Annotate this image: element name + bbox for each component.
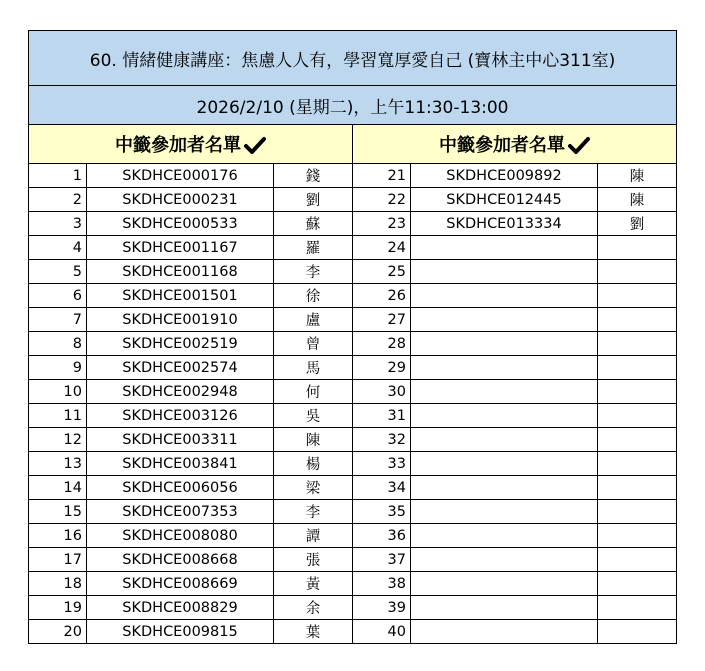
left-name-cell: 梁 <box>274 476 353 500</box>
right-number-cell: 28 <box>353 332 411 356</box>
left-number-cell: 19 <box>29 596 87 620</box>
right-number-cell: 37 <box>353 548 411 572</box>
left-number-cell: 8 <box>29 332 87 356</box>
left-name-cell: 徐 <box>274 284 353 308</box>
check-icon <box>244 136 266 154</box>
left-name-cell: 李 <box>274 500 353 524</box>
right-name-cell <box>598 236 677 260</box>
right-code-cell <box>411 620 598 644</box>
right-name-cell <box>598 572 677 596</box>
left-code-cell: SKDHCE008080 <box>87 524 274 548</box>
right-number-cell: 36 <box>353 524 411 548</box>
left-number-cell: 10 <box>29 380 87 404</box>
left-name-cell: 葉 <box>274 620 353 644</box>
right-number-cell: 26 <box>353 284 411 308</box>
left-number-cell: 5 <box>29 260 87 284</box>
table-row <box>29 404 677 428</box>
right-name-cell <box>598 404 677 428</box>
left-code-cell: SKDHCE001167 <box>87 236 274 260</box>
left-name-cell: 錢 <box>274 164 353 188</box>
left-number-cell: 1 <box>29 164 87 188</box>
right-number-cell: 39 <box>353 596 411 620</box>
right-code-cell <box>411 452 598 476</box>
left-code-cell: SKDHCE006056 <box>87 476 274 500</box>
left-name-cell: 馬 <box>274 356 353 380</box>
left-name-cell: 譚 <box>274 524 353 548</box>
left-code-cell: SKDHCE003311 <box>87 428 274 452</box>
participant-table <box>28 30 677 644</box>
left-name-cell: 盧 <box>274 308 353 332</box>
table-row <box>29 164 677 188</box>
left-code-cell: SKDHCE008829 <box>87 596 274 620</box>
left-name-cell: 李 <box>274 260 353 284</box>
right-name-cell <box>598 332 677 356</box>
left-number-cell: 12 <box>29 428 87 452</box>
event-date: 2026/2/10 (星期二)，上午11:30-13:00 <box>29 86 677 125</box>
right-code-cell <box>411 260 598 284</box>
right-number-cell: 24 <box>353 236 411 260</box>
table-row <box>29 380 677 404</box>
right-number-cell: 30 <box>353 380 411 404</box>
left-code-cell: SKDHCE001910 <box>87 308 274 332</box>
left-code-cell: SKDHCE002948 <box>87 380 274 404</box>
right-name-cell <box>598 428 677 452</box>
right-number-cell: 22 <box>353 188 411 212</box>
right-code-cell <box>411 500 598 524</box>
left-name-cell: 蘇 <box>274 212 353 236</box>
left-code-cell: SKDHCE003126 <box>87 404 274 428</box>
table-row <box>29 284 677 308</box>
right-number-cell: 23 <box>353 212 411 236</box>
right-number-cell: 29 <box>353 356 411 380</box>
right-code-cell <box>411 284 598 308</box>
left-name-cell: 余 <box>274 596 353 620</box>
header-left-label: 中籤參加者名單 <box>115 135 241 156</box>
left-number-cell: 16 <box>29 524 87 548</box>
left-number-cell: 3 <box>29 212 87 236</box>
table-row <box>29 308 677 332</box>
left-code-cell: SKDHCE000176 <box>87 164 274 188</box>
table-row <box>29 428 677 452</box>
right-name-cell <box>598 284 677 308</box>
header-right <box>353 125 677 164</box>
left-code-cell: SKDHCE002574 <box>87 356 274 380</box>
left-number-cell: 4 <box>29 236 87 260</box>
right-code-cell <box>411 332 598 356</box>
left-name-cell: 何 <box>274 380 353 404</box>
left-name-cell: 黃 <box>274 572 353 596</box>
right-code-cell <box>411 476 598 500</box>
right-code-cell: SKDHCE013334 <box>411 212 598 236</box>
left-number-cell: 14 <box>29 476 87 500</box>
right-name-cell: 陳 <box>598 164 677 188</box>
left-code-cell: SKDHCE000533 <box>87 212 274 236</box>
right-name-cell <box>598 308 677 332</box>
right-number-cell: 33 <box>353 452 411 476</box>
table-row <box>29 620 677 644</box>
table-row <box>29 452 677 476</box>
right-name-cell <box>598 596 677 620</box>
right-code-cell <box>411 236 598 260</box>
table-row <box>29 212 677 236</box>
check-icon <box>568 136 590 154</box>
left-code-cell: SKDHCE008669 <box>87 572 274 596</box>
table-row <box>29 572 677 596</box>
event-title: 60. 情緒健康講座：焦慮人人有，學習寬厚愛自己 (寶林主中心311室) <box>29 31 677 86</box>
right-code-cell <box>411 524 598 548</box>
left-code-cell: SKDHCE003841 <box>87 452 274 476</box>
left-number-cell: 9 <box>29 356 87 380</box>
right-name-cell <box>598 620 677 644</box>
right-number-cell: 38 <box>353 572 411 596</box>
left-code-cell: SKDHCE009815 <box>87 620 274 644</box>
right-number-cell: 31 <box>353 404 411 428</box>
left-number-cell: 7 <box>29 308 87 332</box>
participant-sheet <box>28 30 676 644</box>
right-code-cell <box>411 404 598 428</box>
left-number-cell: 17 <box>29 548 87 572</box>
right-code-cell <box>411 380 598 404</box>
left-code-cell: SKDHCE007353 <box>87 500 274 524</box>
right-name-cell: 劉 <box>598 212 677 236</box>
left-number-cell: 2 <box>29 188 87 212</box>
right-code-cell <box>411 308 598 332</box>
right-name-cell <box>598 500 677 524</box>
table-row <box>29 188 677 212</box>
table-row <box>29 356 677 380</box>
left-code-cell: SKDHCE002519 <box>87 332 274 356</box>
right-number-cell: 35 <box>353 500 411 524</box>
left-number-cell: 6 <box>29 284 87 308</box>
right-name-cell <box>598 260 677 284</box>
header-right-label: 中籤參加者名單 <box>439 135 566 156</box>
left-number-cell: 18 <box>29 572 87 596</box>
left-name-cell: 曾 <box>274 332 353 356</box>
right-number-cell: 34 <box>353 476 411 500</box>
left-code-cell: SKDHCE001168 <box>87 260 274 284</box>
table-row <box>29 548 677 572</box>
right-name-cell <box>598 452 677 476</box>
right-code-cell <box>411 356 598 380</box>
right-code-cell <box>411 548 598 572</box>
right-code-cell <box>411 572 598 596</box>
right-number-cell: 27 <box>353 308 411 332</box>
left-name-cell: 張 <box>274 548 353 572</box>
left-name-cell: 楊 <box>274 452 353 476</box>
header-left <box>29 125 353 164</box>
left-name-cell: 羅 <box>274 236 353 260</box>
left-name-cell: 陳 <box>274 428 353 452</box>
left-number-cell: 13 <box>29 452 87 476</box>
right-name-cell <box>598 524 677 548</box>
table-row <box>29 596 677 620</box>
table-row <box>29 332 677 356</box>
left-name-cell: 吳 <box>274 404 353 428</box>
left-code-cell: SKDHCE008668 <box>87 548 274 572</box>
right-code-cell <box>411 596 598 620</box>
right-number-cell: 21 <box>353 164 411 188</box>
left-code-cell: SKDHCE001501 <box>87 284 274 308</box>
right-number-cell: 32 <box>353 428 411 452</box>
left-number-cell: 11 <box>29 404 87 428</box>
right-name-cell <box>598 476 677 500</box>
right-code-cell <box>411 428 598 452</box>
right-name-cell: 陳 <box>598 188 677 212</box>
table-row <box>29 236 677 260</box>
left-number-cell: 20 <box>29 620 87 644</box>
right-number-cell: 40 <box>353 620 411 644</box>
right-name-cell <box>598 356 677 380</box>
right-name-cell <box>598 548 677 572</box>
table-row <box>29 260 677 284</box>
right-code-cell: SKDHCE009892 <box>411 164 598 188</box>
right-code-cell: SKDHCE012445 <box>411 188 598 212</box>
left-name-cell: 劉 <box>274 188 353 212</box>
left-number-cell: 15 <box>29 500 87 524</box>
table-row <box>29 476 677 500</box>
table-row <box>29 524 677 548</box>
left-code-cell: SKDHCE000231 <box>87 188 274 212</box>
right-number-cell: 25 <box>353 260 411 284</box>
right-name-cell <box>598 380 677 404</box>
table-row <box>29 500 677 524</box>
